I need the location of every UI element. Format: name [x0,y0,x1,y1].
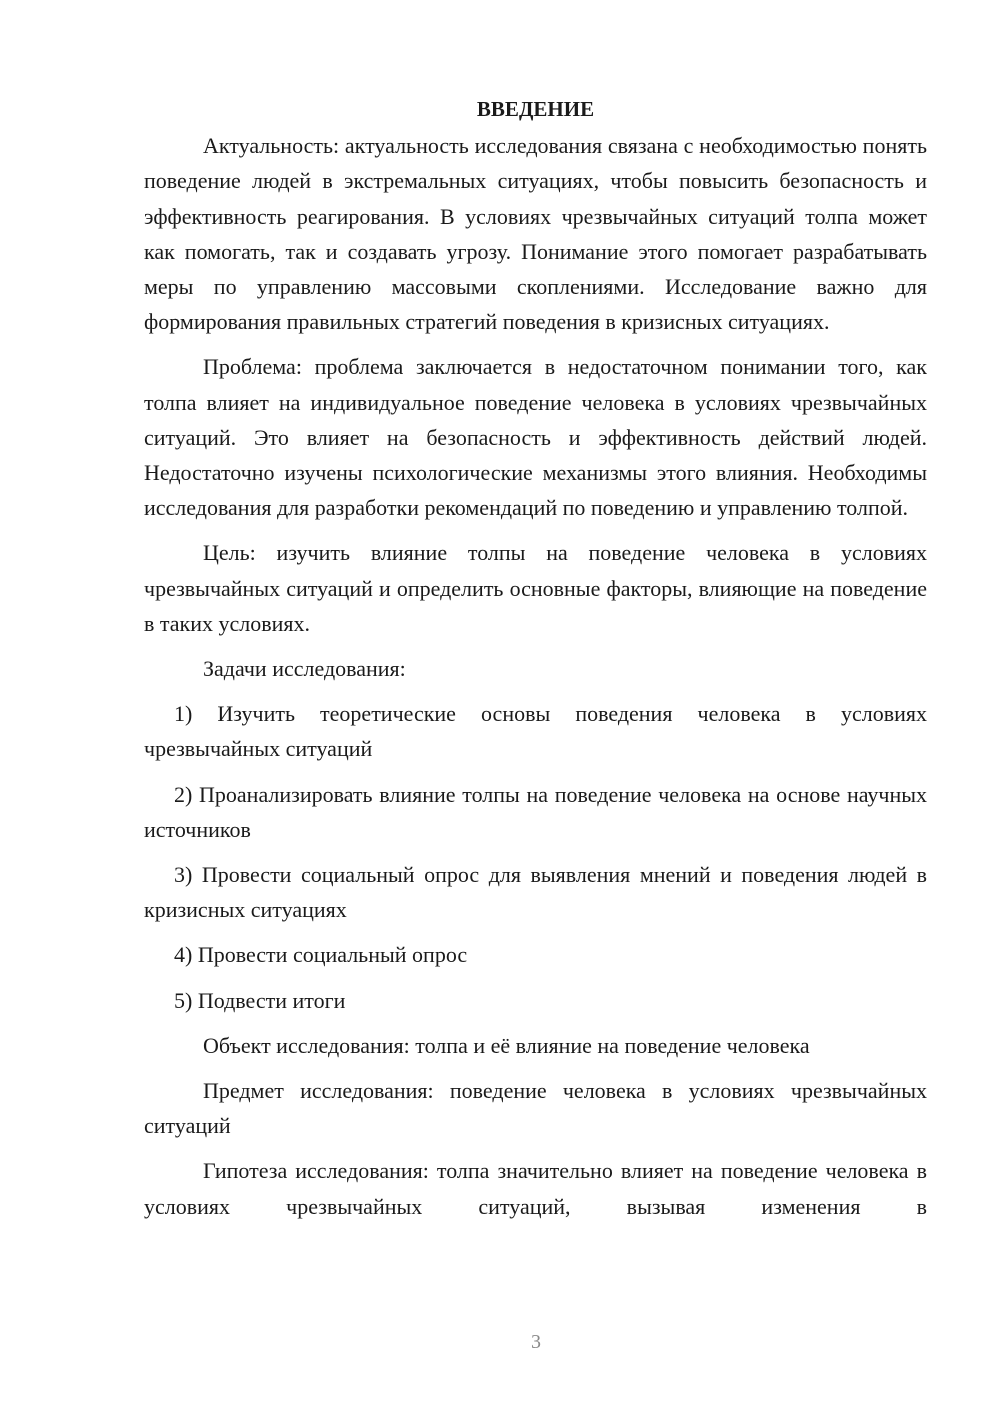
relevance-paragraph: Актуальность: актуальность исследования связана с необходимостью понять поведение людей в экстремальных ситуациях, чтобы повысить безопасность и эффективность реагирования. В условиях чрезвычайных ситуаций толпа может как помогать, так и создавать угрозу. Понимание этого помогает разрабатывать меры по управлению массовыми скоплениями. Исследование важно для формирования правильных стратегий поведения в кризисных ситуациях. [144,133,927,335]
goal-paragraph: Цель: изучить влияние толпы на поведение человека в условиях чрезвычайных ситуаций и определить основные факторы, влияющие на поведение в таких условиях. [144,540,927,636]
task-item: 1) Изучить теоретические основы поведения человека в условиях чрезвычайных ситуаций [144,701,927,762]
task-item: 3) Провести социальный опрос для выявления мнений и поведения людей в кризисных ситуациях [144,862,927,923]
task-item: 5) Подвести итоги [174,987,346,1013]
task-item: 4) Провести социальный опрос [174,942,468,968]
document-body [144,92,927,1234]
hypothesis-paragraph: Гипотеза исследования: толпа значительно влияет на поведение человека в условиях чрезвычайных ситуаций, вызывая изменения в [144,1158,927,1219]
object-paragraph: Объект исследования: толпа и её влияние на поведение человека [203,1032,810,1058]
section-title: ВВЕДЕНИЕ [476,97,595,121]
page-number: 3 [531,1331,541,1353]
problem-paragraph: Проблема: проблема заключается в недостаточном понимании того, как толпа влияет на индивидуальное поведение человека в условиях чрезвычайных ситуаций. Это влияет на безопасность и эффективность действий людей. Недостаточно изучены психологические механизмы этого влияния. Необходимы исследования для разработки рекомендаций по поведению и управлению толпой. [144,354,927,521]
tasks-heading: Задачи исследования: [203,656,406,682]
subject-paragraph: Предмет исследования: поведение человека в условиях чрезвычайных ситуаций [144,1078,927,1139]
task-item: 2) Проанализировать влияние толпы на поведение человека на основе научных источников [144,781,927,842]
